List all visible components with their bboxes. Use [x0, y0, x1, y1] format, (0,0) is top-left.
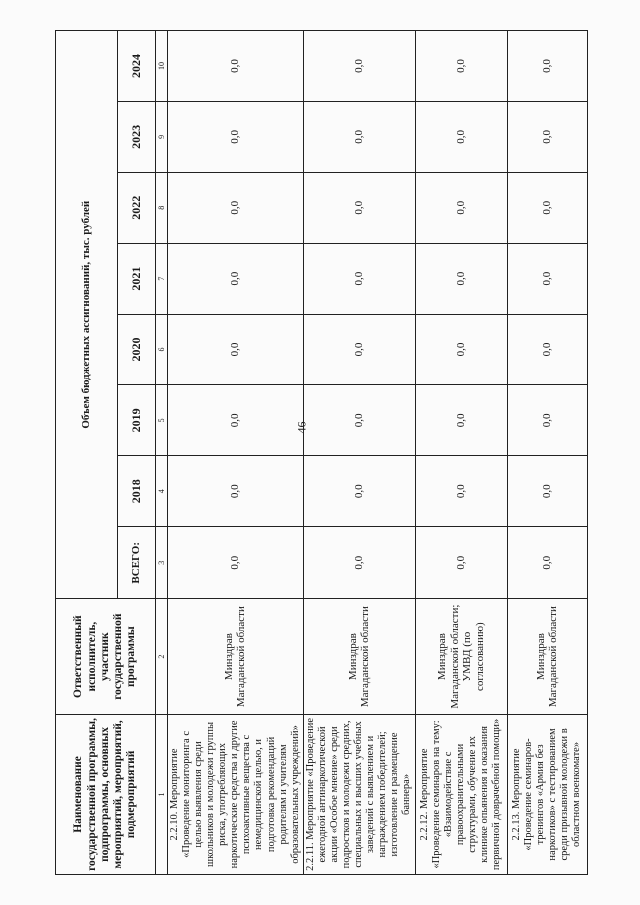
- header-year: 2024: [118, 31, 156, 102]
- header-budget: Объем бюджетных ассигнований, тыс. рублей: [56, 31, 118, 599]
- column-index: 2: [156, 599, 168, 715]
- row-value: 0,0: [168, 101, 304, 172]
- row-value: 0,0: [415, 456, 507, 527]
- row-executor: Минздрав Магаданской области; УМВД (по согласованию): [415, 599, 507, 715]
- budget-table-rotated: [55, 30, 583, 875]
- row-value: 0,0: [303, 101, 415, 172]
- row-value: 0,0: [415, 243, 507, 314]
- row-total: 0,0: [168, 527, 304, 599]
- row-value: 0,0: [507, 101, 587, 172]
- column-index: 1: [156, 714, 168, 874]
- row-value: 0,0: [168, 31, 304, 102]
- row-executor: Минздрав Магаданской области: [507, 599, 587, 715]
- header-year: 2022: [118, 172, 156, 243]
- row-value: 0,0: [507, 456, 587, 527]
- column-index: 4: [156, 456, 168, 527]
- column-index: 10: [156, 31, 168, 102]
- row-value: 0,0: [168, 456, 304, 527]
- header-executor: Ответственный исполнитель, участник государственной программы: [56, 599, 156, 715]
- table-row: [303, 31, 415, 875]
- column-index: 3: [156, 527, 168, 599]
- header-year: 2023: [118, 101, 156, 172]
- column-index: 8: [156, 172, 168, 243]
- row-value: 0,0: [415, 101, 507, 172]
- header-name: Наименование государственной программы, подпрограммы, основных мероприятий, мероприятий, подмероприятий: [56, 714, 156, 874]
- header-year: 2019: [118, 385, 156, 456]
- row-total: 0,0: [303, 527, 415, 599]
- row-value: 0,0: [507, 314, 587, 385]
- table-row: [507, 31, 587, 875]
- row-value: 0,0: [303, 456, 415, 527]
- row-value: 0,0: [168, 314, 304, 385]
- row-executor: Минздрав Магаданской области: [168, 599, 304, 715]
- row-value: 0,0: [303, 31, 415, 102]
- row-value: 0,0: [168, 385, 304, 456]
- row-value: 0,0: [168, 172, 304, 243]
- row-value: 0,0: [507, 243, 587, 314]
- row-value: 0,0: [168, 243, 304, 314]
- header-year: 2021: [118, 243, 156, 314]
- table-row: [415, 31, 507, 875]
- column-index: 7: [156, 243, 168, 314]
- row-value: 0,0: [507, 385, 587, 456]
- row-total: 0,0: [507, 527, 587, 599]
- row-name: 2.2.12. Мероприятие «Проведение семинаров на тему: «Взаимодействие с правоохранительными структурами, обучение их клинике опьянения и оказания первичной доврачебной помощи»: [415, 714, 507, 874]
- column-index: 6: [156, 314, 168, 385]
- column-index: 9: [156, 101, 168, 172]
- row-value: 0,0: [303, 243, 415, 314]
- row-executor: Минздрав Магаданской области: [303, 599, 415, 715]
- header-year: 2020: [118, 314, 156, 385]
- header-year: 2018: [118, 456, 156, 527]
- row-name: 2.2.11. Мероприятие «Проведение ежегодной антинаркотической акции «Особое мнение» среди подростков и молодежи средних, специальных и высших учебных заведений с выявлением и награждением победителей; изготовление и размещение баннера»: [303, 714, 415, 874]
- column-index: 5: [156, 385, 168, 456]
- row-value: 0,0: [415, 385, 507, 456]
- row-value: 0,0: [507, 172, 587, 243]
- row-value: 0,0: [303, 385, 415, 456]
- row-value: 0,0: [415, 172, 507, 243]
- row-name: 2.2.13. Мероприятие «Проведение семинаров-тренингов «Армия без наркотиков» с тестированием среди призывной молодежи в областном военкомате»: [507, 714, 587, 874]
- header-total: ВСЕГО:: [118, 527, 156, 599]
- page-number: 46: [294, 421, 309, 434]
- row-value: 0,0: [415, 31, 507, 102]
- row-value: 0,0: [507, 31, 587, 102]
- row-total: 0,0: [415, 527, 507, 599]
- row-value: 0,0: [303, 314, 415, 385]
- budget-table: [55, 30, 588, 875]
- row-name: 2.2.10. Мероприятие «Проведение мониторинга с целью выявления среди школьников и молодежи группы риска, употребляющих наркотические средства и другие психоактивные вещества с немедицинской целью, и подготовка рекомендаций родителям и учителям образовательных учреждений»: [168, 714, 304, 874]
- row-value: 0,0: [415, 314, 507, 385]
- table-row: [168, 31, 304, 875]
- row-value: 0,0: [303, 172, 415, 243]
